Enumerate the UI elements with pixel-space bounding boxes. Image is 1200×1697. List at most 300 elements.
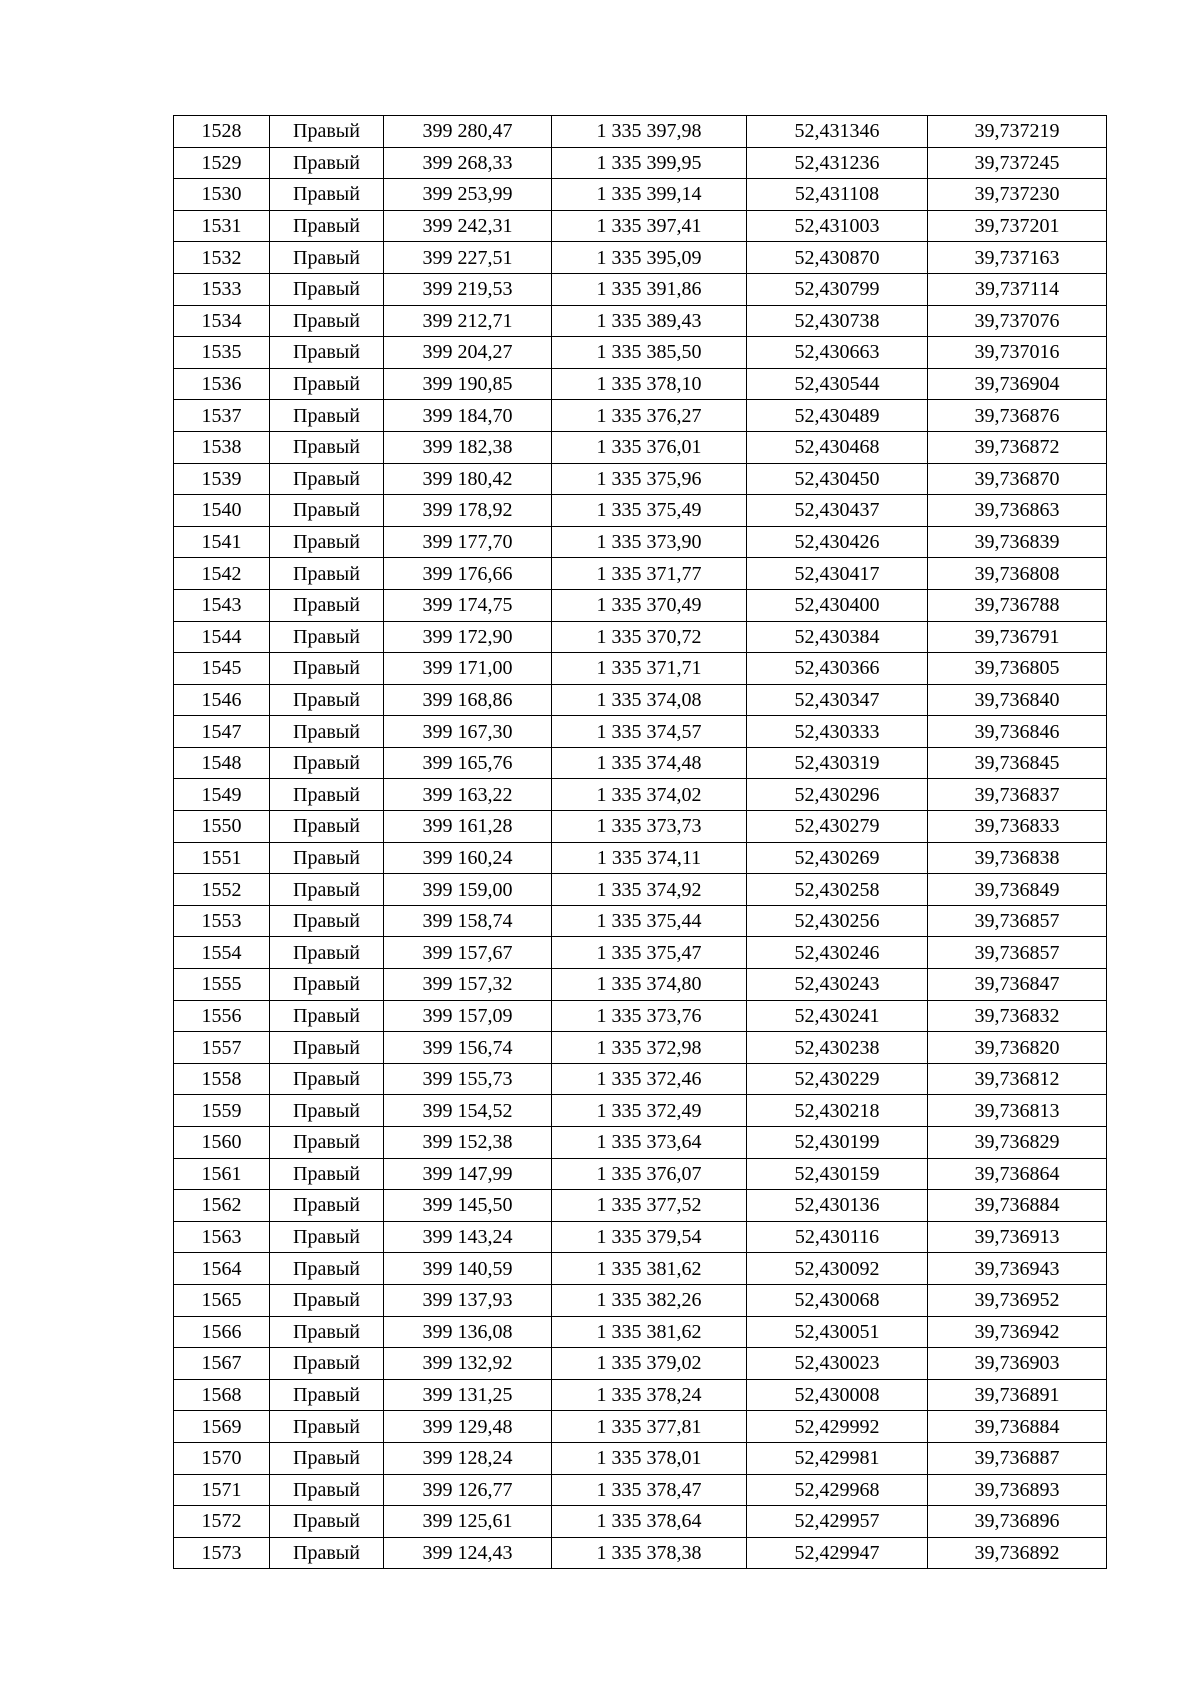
latitude-cell: 52,430296	[747, 779, 928, 811]
side-cell: Правый	[270, 210, 384, 242]
table-row	[174, 210, 1107, 242]
point-number-cell: 1560	[174, 1127, 270, 1159]
table-row	[174, 1411, 1107, 1443]
point-number-cell: 1542	[174, 558, 270, 590]
table-row	[174, 937, 1107, 969]
x-coordinate-cell: 399 212,71	[384, 305, 552, 337]
longitude-cell: 39,736838	[928, 842, 1107, 874]
side-cell: Правый	[270, 1537, 384, 1569]
point-number-cell: 1556	[174, 1000, 270, 1032]
x-coordinate-cell: 399 157,09	[384, 1000, 552, 1032]
x-coordinate-cell: 399 168,86	[384, 684, 552, 716]
table-row	[174, 558, 1107, 590]
y-coordinate-cell: 1 335 377,52	[552, 1190, 747, 1222]
table-row	[174, 1506, 1107, 1538]
x-coordinate-cell: 399 227,51	[384, 242, 552, 274]
side-cell: Правый	[270, 1095, 384, 1127]
side-cell: Правый	[270, 1442, 384, 1474]
latitude-cell: 52,431236	[747, 147, 928, 179]
side-cell: Правый	[270, 1063, 384, 1095]
side-cell: Правый	[270, 1474, 384, 1506]
y-coordinate-cell: 1 335 374,92	[552, 874, 747, 906]
x-coordinate-cell: 399 126,77	[384, 1474, 552, 1506]
x-coordinate-cell: 399 136,08	[384, 1316, 552, 1348]
table-row	[174, 1316, 1107, 1348]
y-coordinate-cell: 1 335 375,96	[552, 463, 747, 495]
y-coordinate-cell: 1 335 370,72	[552, 621, 747, 653]
side-cell: Правый	[270, 589, 384, 621]
longitude-cell: 39,737114	[928, 273, 1107, 305]
table-row	[174, 147, 1107, 179]
latitude-cell: 52,430426	[747, 526, 928, 558]
latitude-cell: 52,430384	[747, 621, 928, 653]
x-coordinate-cell: 399 131,25	[384, 1379, 552, 1411]
table-row	[174, 1032, 1107, 1064]
latitude-cell: 52,430092	[747, 1253, 928, 1285]
side-cell: Правый	[270, 1032, 384, 1064]
side-cell: Правый	[270, 558, 384, 590]
side-cell: Правый	[270, 1127, 384, 1159]
y-coordinate-cell: 1 335 375,44	[552, 905, 747, 937]
latitude-cell: 52,430246	[747, 937, 928, 969]
x-coordinate-cell: 399 180,42	[384, 463, 552, 495]
side-cell: Правый	[270, 179, 384, 211]
longitude-cell: 39,736812	[928, 1063, 1107, 1095]
latitude-cell: 52,430238	[747, 1032, 928, 1064]
point-number-cell: 1530	[174, 179, 270, 211]
longitude-cell: 39,736808	[928, 558, 1107, 590]
latitude-cell: 52,431108	[747, 179, 928, 211]
x-coordinate-cell: 399 161,28	[384, 811, 552, 843]
side-cell: Правый	[270, 1000, 384, 1032]
side-cell: Правый	[270, 463, 384, 495]
table-row	[174, 400, 1107, 432]
side-cell: Правый	[270, 116, 384, 148]
side-cell: Правый	[270, 653, 384, 685]
x-coordinate-cell: 399 156,74	[384, 1032, 552, 1064]
table-row	[174, 716, 1107, 748]
point-number-cell: 1546	[174, 684, 270, 716]
latitude-cell: 52,431346	[747, 116, 928, 148]
latitude-cell: 52,430333	[747, 716, 928, 748]
table-row	[174, 1442, 1107, 1474]
y-coordinate-cell: 1 335 397,41	[552, 210, 747, 242]
table-row	[174, 1221, 1107, 1253]
longitude-cell: 39,736892	[928, 1537, 1107, 1569]
x-coordinate-cell: 399 160,24	[384, 842, 552, 874]
side-cell: Правый	[270, 842, 384, 874]
side-cell: Правый	[270, 305, 384, 337]
y-coordinate-cell: 1 335 378,38	[552, 1537, 747, 1569]
point-number-cell: 1547	[174, 716, 270, 748]
table-row	[174, 526, 1107, 558]
y-coordinate-cell: 1 335 391,86	[552, 273, 747, 305]
point-number-cell: 1572	[174, 1506, 270, 1538]
y-coordinate-cell: 1 335 376,07	[552, 1158, 747, 1190]
point-number-cell: 1537	[174, 400, 270, 432]
table-row	[174, 179, 1107, 211]
latitude-cell: 52,430663	[747, 337, 928, 369]
latitude-cell: 52,429947	[747, 1537, 928, 1569]
longitude-cell: 39,737201	[928, 210, 1107, 242]
y-coordinate-cell: 1 335 399,95	[552, 147, 747, 179]
latitude-cell: 52,430023	[747, 1348, 928, 1380]
point-number-cell: 1563	[174, 1221, 270, 1253]
point-number-cell: 1535	[174, 337, 270, 369]
coordinates-table-body	[174, 116, 1107, 1569]
side-cell: Правый	[270, 1379, 384, 1411]
longitude-cell: 39,737230	[928, 179, 1107, 211]
latitude-cell: 52,430229	[747, 1063, 928, 1095]
table-row	[174, 273, 1107, 305]
x-coordinate-cell: 399 178,92	[384, 495, 552, 527]
latitude-cell: 52,430008	[747, 1379, 928, 1411]
y-coordinate-cell: 1 335 395,09	[552, 242, 747, 274]
table-row	[174, 1474, 1107, 1506]
latitude-cell: 52,429992	[747, 1411, 928, 1443]
latitude-cell: 52,430051	[747, 1316, 928, 1348]
longitude-cell: 39,736887	[928, 1442, 1107, 1474]
latitude-cell: 52,430218	[747, 1095, 928, 1127]
side-cell: Правый	[270, 337, 384, 369]
latitude-cell: 52,430544	[747, 368, 928, 400]
longitude-cell: 39,737076	[928, 305, 1107, 337]
table-row	[174, 337, 1107, 369]
coordinates-table	[173, 115, 1107, 1569]
y-coordinate-cell: 1 335 385,50	[552, 337, 747, 369]
point-number-cell: 1555	[174, 969, 270, 1001]
longitude-cell: 39,736896	[928, 1506, 1107, 1538]
y-coordinate-cell: 1 335 374,08	[552, 684, 747, 716]
x-coordinate-cell: 399 165,76	[384, 747, 552, 779]
longitude-cell: 39,736791	[928, 621, 1107, 653]
point-number-cell: 1541	[174, 526, 270, 558]
side-cell: Правый	[270, 431, 384, 463]
x-coordinate-cell: 399 154,52	[384, 1095, 552, 1127]
table-row	[174, 1379, 1107, 1411]
side-cell: Правый	[270, 716, 384, 748]
x-coordinate-cell: 399 184,70	[384, 400, 552, 432]
point-number-cell: 1566	[174, 1316, 270, 1348]
table-row	[174, 621, 1107, 653]
latitude-cell: 52,430450	[747, 463, 928, 495]
side-cell: Правый	[270, 747, 384, 779]
point-number-cell: 1562	[174, 1190, 270, 1222]
latitude-cell: 52,430319	[747, 747, 928, 779]
longitude-cell: 39,737163	[928, 242, 1107, 274]
x-coordinate-cell: 399 140,59	[384, 1253, 552, 1285]
table-row	[174, 1063, 1107, 1095]
table-row	[174, 779, 1107, 811]
table-row	[174, 1095, 1107, 1127]
longitude-cell: 39,736847	[928, 969, 1107, 1001]
side-cell: Правый	[270, 368, 384, 400]
x-coordinate-cell: 399 242,31	[384, 210, 552, 242]
point-number-cell: 1561	[174, 1158, 270, 1190]
latitude-cell: 52,429957	[747, 1506, 928, 1538]
longitude-cell: 39,736913	[928, 1221, 1107, 1253]
y-coordinate-cell: 1 335 379,54	[552, 1221, 747, 1253]
side-cell: Правый	[270, 779, 384, 811]
latitude-cell: 52,429968	[747, 1474, 928, 1506]
side-cell: Правый	[270, 874, 384, 906]
side-cell: Правый	[270, 1506, 384, 1538]
side-cell: Правый	[270, 1221, 384, 1253]
side-cell: Правый	[270, 1316, 384, 1348]
x-coordinate-cell: 399 268,33	[384, 147, 552, 179]
latitude-cell: 52,429981	[747, 1442, 928, 1474]
side-cell: Правый	[270, 1190, 384, 1222]
point-number-cell: 1559	[174, 1095, 270, 1127]
x-coordinate-cell: 399 158,74	[384, 905, 552, 937]
longitude-cell: 39,736857	[928, 905, 1107, 937]
latitude-cell: 52,431003	[747, 210, 928, 242]
x-coordinate-cell: 399 190,85	[384, 368, 552, 400]
point-number-cell: 1533	[174, 273, 270, 305]
point-number-cell: 1552	[174, 874, 270, 906]
x-coordinate-cell: 399 157,67	[384, 937, 552, 969]
longitude-cell: 39,737016	[928, 337, 1107, 369]
x-coordinate-cell: 399 137,93	[384, 1284, 552, 1316]
point-number-cell: 1534	[174, 305, 270, 337]
longitude-cell: 39,736884	[928, 1190, 1107, 1222]
table-row	[174, 1158, 1107, 1190]
x-coordinate-cell: 399 167,30	[384, 716, 552, 748]
y-coordinate-cell: 1 335 373,73	[552, 811, 747, 843]
y-coordinate-cell: 1 335 382,26	[552, 1284, 747, 1316]
longitude-cell: 39,736829	[928, 1127, 1107, 1159]
table-row	[174, 1190, 1107, 1222]
point-number-cell: 1540	[174, 495, 270, 527]
y-coordinate-cell: 1 335 372,46	[552, 1063, 747, 1095]
point-number-cell: 1532	[174, 242, 270, 274]
y-coordinate-cell: 1 335 378,01	[552, 1442, 747, 1474]
point-number-cell: 1569	[174, 1411, 270, 1443]
longitude-cell: 39,736876	[928, 400, 1107, 432]
point-number-cell: 1571	[174, 1474, 270, 1506]
longitude-cell: 39,736893	[928, 1474, 1107, 1506]
point-number-cell: 1553	[174, 905, 270, 937]
point-number-cell: 1573	[174, 1537, 270, 1569]
latitude-cell: 52,430199	[747, 1127, 928, 1159]
x-coordinate-cell: 399 253,99	[384, 179, 552, 211]
x-coordinate-cell: 399 159,00	[384, 874, 552, 906]
side-cell: Правый	[270, 811, 384, 843]
x-coordinate-cell: 399 172,90	[384, 621, 552, 653]
table-row	[174, 811, 1107, 843]
table-row	[174, 969, 1107, 1001]
point-number-cell: 1538	[174, 431, 270, 463]
longitude-cell: 39,736813	[928, 1095, 1107, 1127]
x-coordinate-cell: 399 176,66	[384, 558, 552, 590]
x-coordinate-cell: 399 163,22	[384, 779, 552, 811]
table-row	[174, 305, 1107, 337]
side-cell: Правый	[270, 147, 384, 179]
side-cell: Правый	[270, 1284, 384, 1316]
table-row	[174, 653, 1107, 685]
table-row	[174, 242, 1107, 274]
longitude-cell: 39,736942	[928, 1316, 1107, 1348]
side-cell: Правый	[270, 937, 384, 969]
point-number-cell: 1564	[174, 1253, 270, 1285]
longitude-cell: 39,736870	[928, 463, 1107, 495]
latitude-cell: 52,430400	[747, 589, 928, 621]
table-row	[174, 747, 1107, 779]
x-coordinate-cell: 399 152,38	[384, 1127, 552, 1159]
latitude-cell: 52,430437	[747, 495, 928, 527]
latitude-cell: 52,430243	[747, 969, 928, 1001]
point-number-cell: 1536	[174, 368, 270, 400]
x-coordinate-cell: 399 204,27	[384, 337, 552, 369]
y-coordinate-cell: 1 335 397,98	[552, 116, 747, 148]
y-coordinate-cell: 1 335 389,43	[552, 305, 747, 337]
y-coordinate-cell: 1 335 375,47	[552, 937, 747, 969]
latitude-cell: 52,430241	[747, 1000, 928, 1032]
y-coordinate-cell: 1 335 377,81	[552, 1411, 747, 1443]
latitude-cell: 52,430269	[747, 842, 928, 874]
latitude-cell: 52,430489	[747, 400, 928, 432]
point-number-cell: 1570	[174, 1442, 270, 1474]
point-number-cell: 1548	[174, 747, 270, 779]
longitude-cell: 39,736891	[928, 1379, 1107, 1411]
y-coordinate-cell: 1 335 399,14	[552, 179, 747, 211]
latitude-cell: 52,430159	[747, 1158, 928, 1190]
point-number-cell: 1558	[174, 1063, 270, 1095]
y-coordinate-cell: 1 335 374,57	[552, 716, 747, 748]
point-number-cell: 1557	[174, 1032, 270, 1064]
point-number-cell: 1539	[174, 463, 270, 495]
latitude-cell: 52,430738	[747, 305, 928, 337]
x-coordinate-cell: 399 129,48	[384, 1411, 552, 1443]
x-coordinate-cell: 399 174,75	[384, 589, 552, 621]
x-coordinate-cell: 399 157,32	[384, 969, 552, 1001]
side-cell: Правый	[270, 495, 384, 527]
side-cell: Правый	[270, 1348, 384, 1380]
y-coordinate-cell: 1 335 379,02	[552, 1348, 747, 1380]
side-cell: Правый	[270, 1253, 384, 1285]
side-cell: Правый	[270, 526, 384, 558]
point-number-cell: 1544	[174, 621, 270, 653]
latitude-cell: 52,430347	[747, 684, 928, 716]
point-number-cell: 1531	[174, 210, 270, 242]
latitude-cell: 52,430258	[747, 874, 928, 906]
y-coordinate-cell: 1 335 378,24	[552, 1379, 747, 1411]
y-coordinate-cell: 1 335 370,49	[552, 589, 747, 621]
point-number-cell: 1568	[174, 1379, 270, 1411]
y-coordinate-cell: 1 335 374,11	[552, 842, 747, 874]
point-number-cell: 1567	[174, 1348, 270, 1380]
table-row	[174, 589, 1107, 621]
longitude-cell: 39,736857	[928, 937, 1107, 969]
side-cell: Правый	[270, 400, 384, 432]
table-row	[174, 431, 1107, 463]
table-row	[174, 1284, 1107, 1316]
side-cell: Правый	[270, 621, 384, 653]
table-row	[174, 874, 1107, 906]
y-coordinate-cell: 1 335 373,90	[552, 526, 747, 558]
latitude-cell: 52,430256	[747, 905, 928, 937]
x-coordinate-cell: 399 145,50	[384, 1190, 552, 1222]
table-row	[174, 463, 1107, 495]
longitude-cell: 39,736903	[928, 1348, 1107, 1380]
side-cell: Правый	[270, 969, 384, 1001]
latitude-cell: 52,430068	[747, 1284, 928, 1316]
point-number-cell: 1565	[174, 1284, 270, 1316]
x-coordinate-cell: 399 219,53	[384, 273, 552, 305]
longitude-cell: 39,737245	[928, 147, 1107, 179]
table-row	[174, 368, 1107, 400]
x-coordinate-cell: 399 182,38	[384, 431, 552, 463]
latitude-cell: 52,430870	[747, 242, 928, 274]
longitude-cell: 39,736820	[928, 1032, 1107, 1064]
longitude-cell: 39,736884	[928, 1411, 1107, 1443]
y-coordinate-cell: 1 335 376,27	[552, 400, 747, 432]
x-coordinate-cell: 399 128,24	[384, 1442, 552, 1474]
latitude-cell: 52,430468	[747, 431, 928, 463]
point-number-cell: 1528	[174, 116, 270, 148]
x-coordinate-cell: 399 177,70	[384, 526, 552, 558]
latitude-cell: 52,430136	[747, 1190, 928, 1222]
point-number-cell: 1551	[174, 842, 270, 874]
latitude-cell: 52,430116	[747, 1221, 928, 1253]
y-coordinate-cell: 1 335 371,71	[552, 653, 747, 685]
x-coordinate-cell: 399 280,47	[384, 116, 552, 148]
side-cell: Правый	[270, 1158, 384, 1190]
y-coordinate-cell: 1 335 374,02	[552, 779, 747, 811]
longitude-cell: 39,736845	[928, 747, 1107, 779]
point-number-cell: 1543	[174, 589, 270, 621]
y-coordinate-cell: 1 335 378,64	[552, 1506, 747, 1538]
y-coordinate-cell: 1 335 381,62	[552, 1316, 747, 1348]
y-coordinate-cell: 1 335 373,76	[552, 1000, 747, 1032]
x-coordinate-cell: 399 171,00	[384, 653, 552, 685]
longitude-cell: 39,736872	[928, 431, 1107, 463]
latitude-cell: 52,430417	[747, 558, 928, 590]
side-cell: Правый	[270, 1411, 384, 1443]
y-coordinate-cell: 1 335 372,49	[552, 1095, 747, 1127]
x-coordinate-cell: 399 155,73	[384, 1063, 552, 1095]
point-number-cell: 1550	[174, 811, 270, 843]
x-coordinate-cell: 399 125,61	[384, 1506, 552, 1538]
table-row	[174, 1537, 1107, 1569]
latitude-cell: 52,430279	[747, 811, 928, 843]
longitude-cell: 39,736864	[928, 1158, 1107, 1190]
side-cell: Правый	[270, 242, 384, 274]
y-coordinate-cell: 1 335 378,10	[552, 368, 747, 400]
longitude-cell: 39,736832	[928, 1000, 1107, 1032]
longitude-cell: 39,736849	[928, 874, 1107, 906]
latitude-cell: 52,430799	[747, 273, 928, 305]
y-coordinate-cell: 1 335 374,80	[552, 969, 747, 1001]
x-coordinate-cell: 399 124,43	[384, 1537, 552, 1569]
latitude-cell: 52,430366	[747, 653, 928, 685]
longitude-cell: 39,736904	[928, 368, 1107, 400]
table-row	[174, 495, 1107, 527]
x-coordinate-cell: 399 143,24	[384, 1221, 552, 1253]
longitude-cell: 39,736833	[928, 811, 1107, 843]
y-coordinate-cell: 1 335 371,77	[552, 558, 747, 590]
y-coordinate-cell: 1 335 375,49	[552, 495, 747, 527]
point-number-cell: 1554	[174, 937, 270, 969]
side-cell: Правый	[270, 684, 384, 716]
table-row	[174, 1253, 1107, 1285]
table-row	[174, 905, 1107, 937]
longitude-cell: 39,736840	[928, 684, 1107, 716]
point-number-cell: 1529	[174, 147, 270, 179]
longitude-cell: 39,736846	[928, 716, 1107, 748]
y-coordinate-cell: 1 335 376,01	[552, 431, 747, 463]
longitude-cell: 39,736863	[928, 495, 1107, 527]
